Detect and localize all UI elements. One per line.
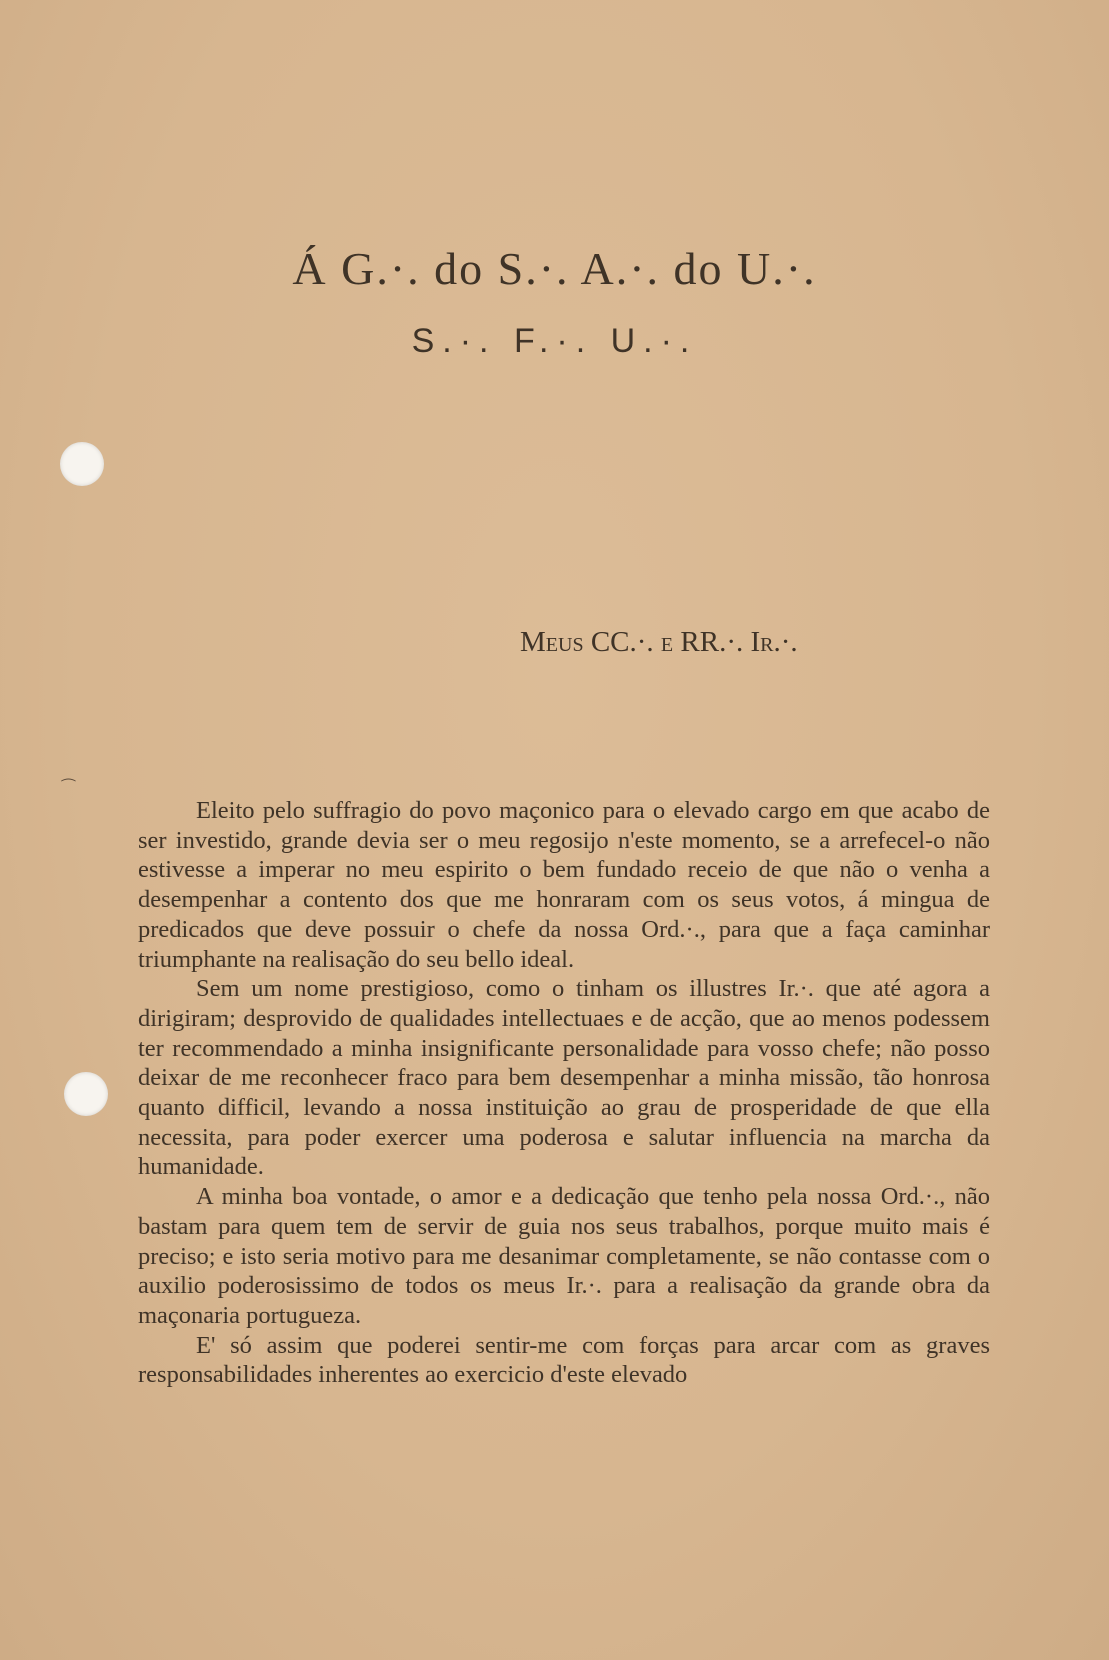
paragraph-4: E' só assim que poderei sentir-me com forças para arcar com as graves responsabilidades inherentes ao exercicio d'este elevado [138,1331,990,1389]
salutation-ir: Ir.·. [750,626,798,658]
heading-subtitle: S.·. F.·. U.·. [411,322,698,360]
salutation-rr: RR.·. [673,626,751,658]
ink-mark: ⁀ [62,780,75,797]
paragraph-1: Eleito pelo suffragio do povo maçonico para o elevado cargo em que acabo de ser investido, grande devia ser o meu regosijo n'este momento, se a arrefecel-o não estivesse a imperar no meu espirito o bem fundado receio de que não o venha a desempenhar a contento dos que me honraram com os seus votos, á mingua de predicados que deve possuir o chefe da nossa Ord.·., para que a faça caminhar triumphante na realisação do seu bello ideal. [138,797,990,973]
salutation-meus: Meus [520,626,584,658]
salutation [520,626,798,659]
punch-hole-bottom [64,1072,108,1116]
salutation-cc: CC.·. [583,626,661,658]
salutation-e: e [660,626,674,658]
heading-title: Á G.·. do S.·. A.·. do U.·. [292,243,817,294]
paragraph-2: Sem um nome prestigioso, como o tinham os illustres Ir.·. que até agora a dirigiram; desprovido de qualidades intellectuaes e de acção, que ao menos podessem ter recommendado a minha insignificante personalidade para vosso chefe; não posso deixar de me reconhecer fraco para bem desempenhar a minha missão, tão honrosa quanto difficil, levando a nossa instituição ao grau de prosperidade de que ella necessita, para poder exercer uma poderosa e salutar influencia na marcha da humanidade. [138,975,990,1181]
body-text [138,796,990,1390]
punch-hole-top [60,442,104,486]
paragraph-3: A minha boa vontade, o amor e a dedicação que tenho pela nossa Ord.·., não bastam para quem tem de servir de guia nos seus trabalhos, porque muito mais é preciso; e isto seria motivo para me desanimar completamente, se não contasse com o auxilio poderosissimo de todos os meus Ir.·. para a realisação da grande obra da maçonaria portugueza. [138,1183,990,1329]
